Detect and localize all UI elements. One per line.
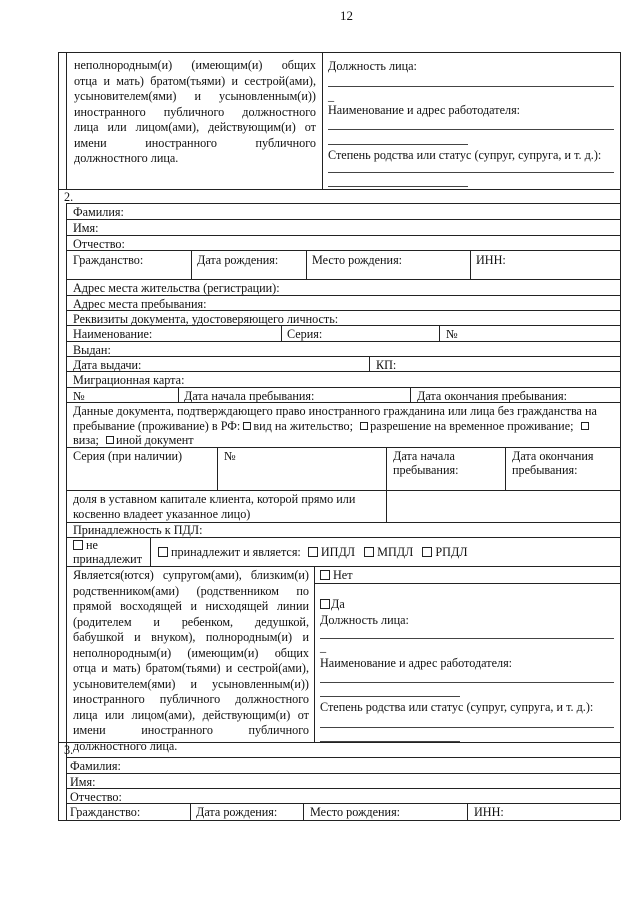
block2-employer-field-2[interactable]	[320, 696, 460, 697]
rpdl-label: РПДЛ	[435, 545, 468, 559]
text-line: отца и мать) братом(тьями) и сестрой(ами),	[74, 73, 316, 88]
pep-no-label: не	[86, 538, 98, 552]
block3-birthplace-label: Место рождения:	[310, 805, 401, 819]
block2-residence-doc-line1: Данные документа, подтверждающего право иностранного гражданина или лица без гражданства на	[73, 404, 597, 418]
text-line: лица или лицом(ами), действующим(и) от	[73, 707, 309, 722]
block2-inner-left	[66, 203, 67, 770]
text-line: родственником(ами) (родственником по	[73, 583, 309, 598]
pep-yes-checkbox[interactable]	[158, 547, 168, 557]
block2-res-stay-end-1: Дата окончания	[512, 449, 594, 463]
text-line: прямой восходящей и нисходящей линии	[73, 599, 309, 613]
text-line: Является(ются) супругом(ами), близким(и)	[73, 568, 309, 582]
block1-dash: _	[328, 89, 335, 103]
text-line: (родителем и ребенком, дедушкой,	[73, 614, 309, 629]
block2-patronymic-label: Отчество:	[73, 237, 125, 251]
block3-inn-label: ИНН:	[474, 805, 504, 819]
visa-label: визa;	[73, 433, 99, 447]
block1-divider	[322, 52, 323, 189]
text-line: бабушкой и внуком), полнородным(и) и	[73, 630, 309, 644]
row-line	[66, 310, 620, 311]
related-no-label: Нет	[333, 568, 353, 582]
block2-position-label: Должность лица:	[320, 613, 409, 627]
block1-employer-field-2[interactable]	[328, 144, 468, 145]
row-line	[66, 325, 620, 326]
cell-divider	[306, 250, 307, 279]
block2-share-line1: доля в уставном капитале клиента, которой прямо или	[73, 492, 356, 506]
block2-series-if-any-label: Серия (при наличии)	[73, 449, 183, 463]
row-line	[66, 566, 620, 567]
pep-no-checkbox[interactable]	[73, 540, 83, 550]
row-line	[66, 371, 620, 372]
block2-issued-by-label: Выдан:	[73, 343, 111, 357]
block2-relation-field[interactable]	[320, 727, 614, 728]
block2-related-divider	[314, 566, 315, 742]
block2-id-doc-label: Реквизиты документа, удостоверяющего личность:	[73, 312, 339, 326]
block2-inn-label: ИНН:	[476, 253, 506, 267]
cell-divider	[178, 387, 179, 402]
block2-employer-field[interactable]	[320, 682, 614, 683]
related-yes-checkbox[interactable]	[320, 599, 330, 609]
rpdl-checkbox[interactable]	[422, 547, 432, 557]
block1-employer-label: Наименование и адрес работодателя:	[328, 103, 521, 117]
row-line	[66, 773, 620, 774]
block1-position-label: Должность лица:	[328, 59, 417, 73]
text-line: должностного лица.	[73, 738, 178, 753]
block2-pep-no-line1	[73, 538, 98, 552]
temp-residence-checkbox[interactable]	[360, 422, 368, 430]
row-line	[314, 583, 620, 584]
text-line: неполнородным(и) (имеющим(и) общих	[73, 645, 309, 660]
block2-pep-label: Принадлежность к ПДЛ:	[73, 523, 203, 537]
block2-related-text	[73, 568, 309, 754]
block2-doc-no-label: №	[446, 327, 458, 341]
row-line	[66, 788, 620, 789]
other-doc-label: иной документ	[115, 433, 194, 447]
row-line	[66, 447, 620, 448]
text-line: иностранного публичного должностного	[74, 104, 316, 119]
mpdl-label: МПДЛ	[377, 545, 414, 559]
text-line: должностного лица.	[74, 151, 179, 165]
block1-inner-left	[66, 52, 67, 189]
text-line: имени иностранного публичного	[74, 135, 316, 150]
mpdl-checkbox[interactable]	[364, 547, 374, 557]
block2-res-no-label: №	[224, 449, 236, 463]
block2-stay-address-label: Адрес места пребывания:	[73, 297, 207, 311]
block2-mc-stay-end-label: Дата окончания пребывания:	[417, 389, 568, 403]
row-line	[66, 279, 620, 280]
row-line	[66, 803, 620, 804]
text-line: отца и мать) братом(тьями) и сестрой(ами),	[73, 661, 309, 675]
row-line	[66, 203, 620, 204]
cell-divider	[470, 250, 471, 279]
pep-yes-label: принадлежит и является:	[171, 545, 301, 559]
block2-res-stay-end-2: пребывания:	[512, 463, 578, 477]
block2-top-border	[58, 189, 620, 190]
block2-number: 2.	[64, 190, 74, 204]
ipdl-checkbox[interactable]	[308, 547, 318, 557]
cell-divider	[303, 803, 304, 820]
residence-permit-checkbox[interactable]	[243, 422, 251, 430]
block2-mc-stay-start-label: Дата начала пребывания:	[184, 389, 315, 403]
block2-position-field[interactable]	[320, 638, 614, 639]
block1-related-text	[74, 58, 316, 167]
temp-residence-label: разрешение на временное проживание;	[370, 419, 574, 433]
cell-divider	[410, 387, 411, 402]
frame-left-border	[58, 52, 59, 820]
text-line: усыновителем(ями) и усыновленным(и))	[73, 676, 309, 691]
cell-divider	[467, 803, 468, 820]
cell-divider	[505, 447, 506, 490]
row-line	[66, 356, 620, 357]
cell-divider	[369, 356, 370, 371]
block2-birthdate-label: Дата рождения:	[197, 253, 279, 267]
text-line: имени иностранного публичного	[73, 723, 309, 737]
cell-divider	[281, 325, 282, 341]
text-line: иностранного публичного должностного	[73, 692, 309, 706]
residence-permit-label: вид на жительство;	[253, 419, 354, 433]
block1-employer-field[interactable]	[328, 129, 614, 130]
row-line	[66, 757, 620, 758]
block1-relation-label: Степень родства или статус (супруг, супруга, и т. д.):	[328, 148, 602, 162]
block1-position-field[interactable]	[328, 86, 614, 87]
cell-divider	[190, 803, 191, 820]
block2-birthplace-label: Место рождения:	[312, 253, 403, 267]
block2-residence-doc-line2	[73, 419, 619, 433]
row-line	[66, 490, 620, 491]
row-line	[66, 341, 620, 342]
block2-reg-address-label: Адрес места жительства (регистрации):	[73, 281, 280, 295]
row-line	[66, 402, 620, 403]
block2-share-line2: косвенно владеет указанное лицо)	[73, 507, 251, 521]
row-line	[66, 235, 620, 236]
related-no-checkbox[interactable]	[320, 570, 330, 580]
block1-relation-field-2[interactable]	[328, 186, 468, 187]
block2-migration-card-label: Миграционная карта:	[73, 373, 185, 387]
row-line	[66, 295, 620, 296]
cell-divider	[439, 325, 440, 341]
text-line: лица или лицом(ами), действующим(и) от	[74, 120, 316, 134]
block2-relation-label: Степень родства или статус (супруг, супруга, и т. д.):	[320, 700, 594, 714]
block3-citizenship-label: Гражданство:	[70, 805, 141, 819]
block2-employer-label: Наименование и адрес работодателя:	[320, 656, 513, 670]
block2-yes-row	[320, 597, 345, 611]
block2-doc-series-label: Серия:	[287, 327, 323, 341]
row-line	[66, 250, 620, 251]
cell-divider	[150, 537, 151, 566]
block2-pep-no-line2: принадлежит	[73, 552, 143, 566]
block3-name-label: Имя:	[70, 775, 96, 789]
block2-surname-label: Фамилия:	[73, 205, 124, 219]
residence-doc-label: пребывание (проживание) в РФ:	[73, 419, 241, 433]
block2-res-stay-start-1: Дата начала	[393, 449, 455, 463]
frame-top-border	[58, 52, 620, 53]
cell-divider	[191, 250, 192, 279]
cell-divider	[386, 447, 387, 523]
row-line	[66, 219, 620, 220]
frame-right-border	[620, 52, 621, 820]
block2-residence-doc-line3	[73, 433, 194, 447]
block2-res-stay-start-2: пребывания:	[393, 463, 459, 477]
text-line: неполнородным(и) (имеющим(и) общих	[74, 58, 316, 72]
text-line: усыновителем(ями) и усыновленным(и))	[74, 89, 316, 103]
block3-number: 3.	[64, 743, 74, 757]
row-line	[66, 387, 620, 388]
ipdl-label: ИПДЛ	[320, 545, 356, 559]
page-number: 12	[340, 8, 353, 23]
block3-surname-label: Фамилия:	[70, 759, 121, 773]
cell-divider	[217, 447, 218, 490]
block2-citizenship-label: Гражданство:	[73, 253, 144, 267]
block2-issue-date-label: Дата выдачи:	[73, 358, 142, 372]
related-yes-label: Да	[331, 597, 345, 611]
other-doc-checkbox[interactable]	[106, 436, 114, 444]
block2-no-row	[320, 568, 353, 582]
block2-doc-name-label: Наименование:	[73, 327, 153, 341]
block2-mc-no-label: №	[73, 389, 85, 403]
cut-off-checkbox[interactable]	[581, 422, 589, 430]
frame-bottom-border	[58, 820, 620, 821]
block3-top-border	[58, 742, 620, 743]
block2-kp-label: КП:	[376, 358, 397, 372]
block2-name-label: Имя:	[73, 221, 99, 235]
block3-birthdate-label: Дата рождения:	[196, 805, 278, 819]
block2-dash: _	[320, 640, 327, 654]
block1-relation-field[interactable]	[328, 172, 614, 173]
block3-patronymic-label: Отчество:	[70, 790, 122, 804]
block2-pep-yes-row	[158, 545, 468, 559]
